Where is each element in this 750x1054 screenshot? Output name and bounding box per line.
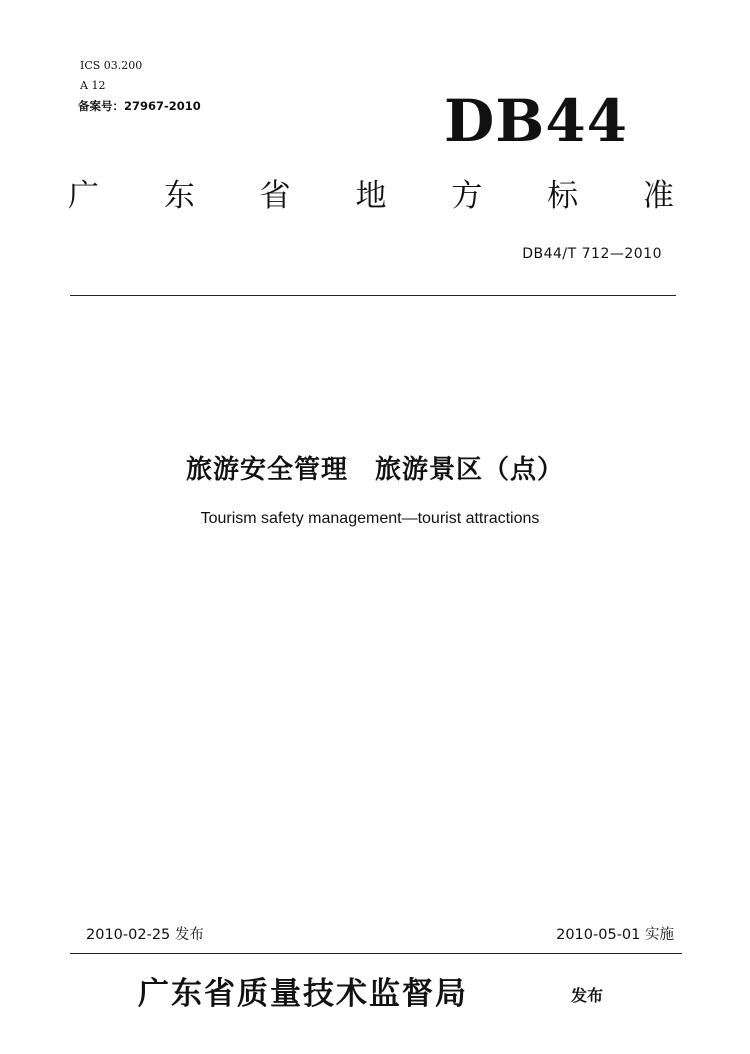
standard-type-char: 省 <box>259 178 291 214</box>
document-title-zh: 旅游安全管理 旅游景区（点） <box>185 455 564 485</box>
issue-date: 2010-02-25 发布 <box>86 927 204 943</box>
document-title-en: Tourism safety management—tourist attractions <box>200 510 540 527</box>
standard-type-char: 广 <box>68 178 99 214</box>
standard-type-char: 地 <box>355 178 387 214</box>
bottom-divider <box>70 953 682 954</box>
standard-type-char: 标 <box>547 178 579 214</box>
issuing-authority: 广东省质量技术监督局 <box>138 976 468 1012</box>
standard-logo: DB44 <box>444 87 629 155</box>
standard-type-char: 东 <box>163 178 195 214</box>
standard-number: DB44/T 712—2010 <box>522 246 662 262</box>
ics-code: ICS 03.200 <box>80 59 143 72</box>
classification-code: A 12 <box>80 79 106 92</box>
standard-type-char: 方 <box>451 178 483 214</box>
implementation-date: 2010-05-01 实施 <box>556 927 674 943</box>
issuing-action: 发布 <box>571 986 604 1005</box>
standard-type-heading <box>68 172 674 220</box>
standard-type-char: 准 <box>642 178 674 214</box>
filing-number: 备案号：27967-2010 <box>78 99 201 113</box>
top-divider <box>70 295 676 296</box>
